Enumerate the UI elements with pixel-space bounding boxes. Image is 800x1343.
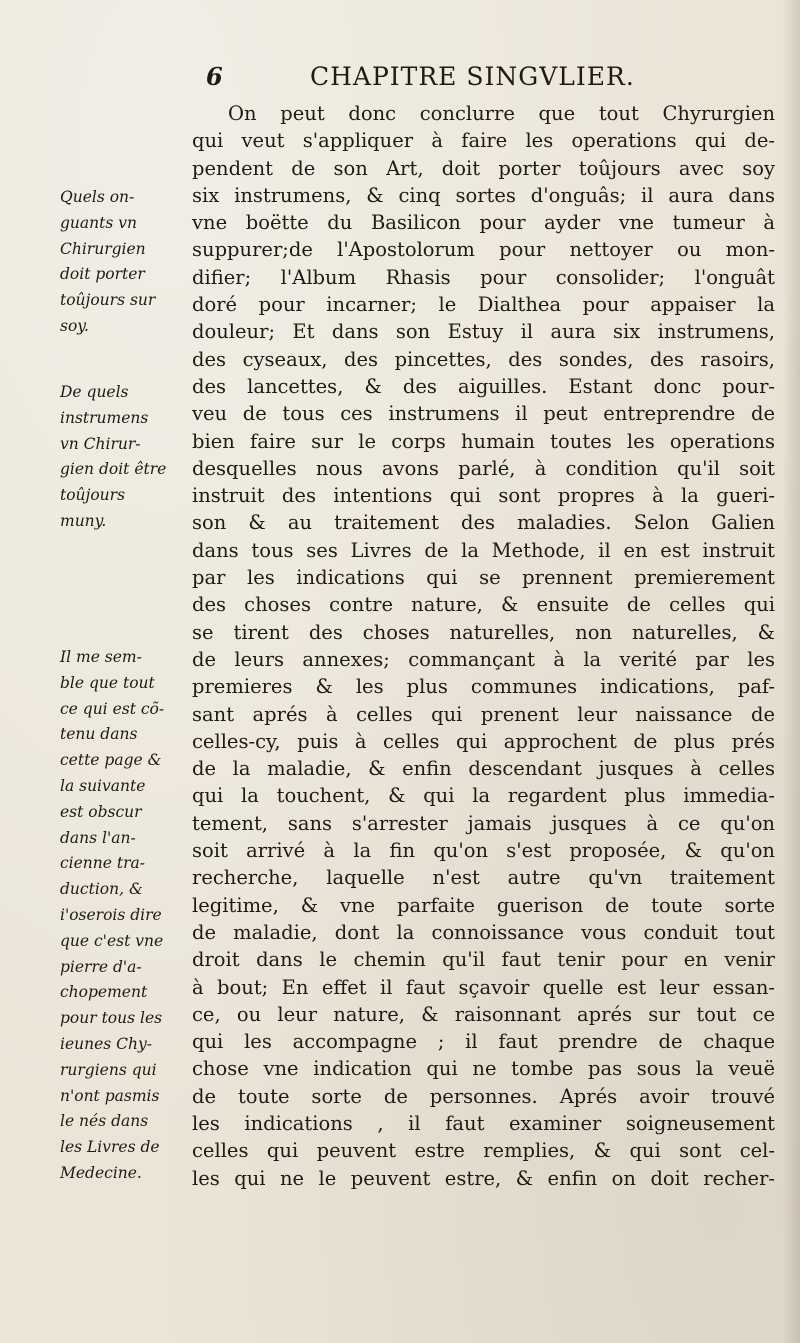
margin-note-line: muny. <box>60 511 107 530</box>
text-line: bien faire sur le corps humain toutes les operations <box>192 429 775 453</box>
margin-note-line: pour tous les <box>60 1009 163 1028</box>
text-line: de maladie, dont la connoissance vous conduit tout <box>192 920 775 944</box>
margin-note-line: Quels on- <box>60 188 135 206</box>
text-line: pendent de son Art, doit porter toûjours avec soy <box>192 156 775 180</box>
margin-note-line: que c'est vne <box>60 931 164 950</box>
text-line: doré pour incarner; le Dialthea pour appaiser la <box>192 293 775 317</box>
margin-note-line: rurgiens qui <box>60 1060 157 1079</box>
text-line: de la maladie, & enfin descendant jusques à celles <box>192 757 775 781</box>
text-line: desquelles nous avons parlé, à condition qu'il soit <box>192 456 775 480</box>
page-edge-shadow <box>782 0 800 1343</box>
running-head: CHAPITRE SINGVLIER. <box>310 62 635 91</box>
text-line: se tirent des choses naturelles, non naturelles, & <box>192 620 775 644</box>
margin-note <box>60 185 186 340</box>
margin-note-line: ieunes Chy- <box>60 1034 152 1053</box>
margin-note-line: instrumens <box>60 408 149 427</box>
text-line: son & au traitement des maladies. Selon Galien <box>192 511 775 535</box>
margin-note-line: ble que tout <box>60 673 155 692</box>
text-line: ce, ou leur nature, & raisonnant aprés sur tout ce <box>192 1002 775 1026</box>
margin-note-line: i'oserois dire <box>60 905 162 924</box>
margin-note-line: Medecine. <box>60 1163 142 1182</box>
margin-note-line: pierre d'a- <box>60 957 142 976</box>
text-line: à bout; En effet il faut sçavoir quelle est leur essan- <box>192 975 775 999</box>
margin-note-line: le nés dans <box>60 1112 149 1131</box>
text-line: celles-cy, puis à celles qui approchent de plus prés <box>192 729 775 753</box>
text-line: premieres & les plus communes indications, paf- <box>192 675 775 699</box>
text-line: soit arrivé à la fin qu'on s'est proposée, & qu'on <box>192 839 775 863</box>
margin-note <box>60 645 186 1187</box>
margin-note-line: est obscur <box>60 802 142 821</box>
margin-note-line: dans l'an- <box>60 828 136 847</box>
text-line: tement, sans s'arrester jamais jusques à ce qu'on <box>192 811 775 835</box>
text-line: dans tous ses Livres de la Methode, il en est instruit <box>192 538 775 562</box>
margin-note-line: cette page & <box>60 751 162 770</box>
text-line: de toute sorte de personnes. Aprés avoir trouvé <box>192 1084 775 1108</box>
margin-note-line: toûjours sur <box>60 291 156 310</box>
margin-note-line: De quels <box>60 383 129 401</box>
text-line: On peut donc conclurre que tout Chyrurgien <box>228 102 775 125</box>
text-line: instruit des intentions qui sont propres à la gueri- <box>192 484 775 508</box>
margin-note-line: Il me sem- <box>60 648 142 666</box>
text-line: des lancettes, & des aiguilles. Estant donc pour- <box>192 374 775 398</box>
text-line: les qui ne le peuvent estre, & enfin on doit recher- <box>192 1166 775 1190</box>
text-line: six instrumens, & cinq sortes d'onguâs; il aura dans <box>192 183 775 207</box>
text-line: les indications , il faut examiner soigneusement <box>192 1111 775 1135</box>
body-text <box>192 100 775 1192</box>
text-line: douleur; Et dans son Estuy il aura six instrumens, <box>192 320 775 344</box>
text-line: de leurs annexes; commançant à la verité par les <box>192 647 775 671</box>
text-line: des choses contre nature, & ensuite de celles qui <box>192 593 775 617</box>
margin-note-line: soy. <box>60 316 89 335</box>
margin-note-line: chopement <box>60 983 148 1002</box>
margin-note-line: gien doit être <box>60 460 167 479</box>
margin-note-line: les Livres de <box>60 1138 160 1157</box>
margin-note-line: toûjours <box>60 486 126 505</box>
text-line: qui la touchent, & qui la regardent plus immedia- <box>192 784 775 808</box>
margin-note-line: la suivante <box>60 776 146 795</box>
text-line: qui veut s'appliquer à faire les operations qui de- <box>192 129 775 153</box>
margin-note-line: ce qui est cõ- <box>60 699 165 718</box>
margin-note-line: vn Chirur- <box>60 434 141 453</box>
margin-note-line: cienne tra- <box>60 854 145 873</box>
text-line: chose vne indication qui ne tombe pas sous la veuë <box>192 1057 775 1081</box>
margin-note <box>60 380 186 535</box>
page-number: 6 <box>206 62 223 91</box>
margin-note-line: doit porter <box>60 265 145 284</box>
margin-note-line: Chirurgien <box>60 239 146 258</box>
text-line: des cyseaux, des pincettes, des sondes, des rasoirs, <box>192 347 775 371</box>
text-line: suppurer;de l'Apostolorum pour nettoyer ou mon- <box>192 238 775 262</box>
text-line: sant aprés à celles qui prenent leur naissance de <box>192 702 775 726</box>
margin-note-line: guants vn <box>60 213 137 232</box>
page-header <box>200 62 790 96</box>
margin-note-line: duction, & <box>60 880 143 899</box>
text-line: recherche, laquelle n'est autre qu'vn traitement <box>192 866 775 890</box>
text-line: difier; l'Album Rhasis pour consolider; l'onguât <box>192 265 775 289</box>
text-line: vne boëtte du Basilicon pour ayder vne tumeur à <box>192 211 775 235</box>
text-line: qui les accompagne ; il faut prendre de chaque <box>192 1030 775 1054</box>
text-line: par les indications qui se prennent premierement <box>192 566 775 590</box>
text-line: celles qui peuvent estre remplies, & qui sont cel- <box>192 1139 775 1163</box>
margin-note-line: n'ont pasmis <box>60 1086 160 1105</box>
text-line: droit dans le chemin qu'il faut tenir pour en venir <box>192 948 775 972</box>
text-line: legitime, & vne parfaite guerison de toute sorte <box>192 893 775 917</box>
text-line: veu de tous ces instrumens il peut entreprendre de <box>192 402 775 426</box>
margin-note-line: tenu dans <box>60 725 138 744</box>
